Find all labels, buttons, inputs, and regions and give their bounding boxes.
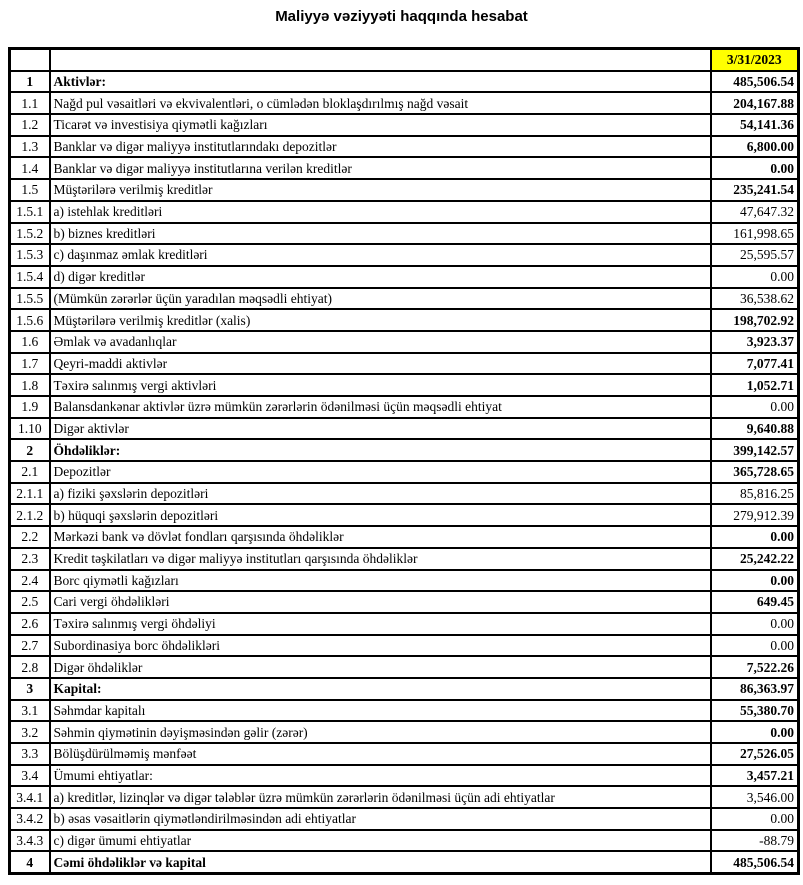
row-number: 1.5.3 [10, 244, 50, 266]
row-number: 3.4 [10, 765, 50, 787]
row-value: 0.00 [711, 808, 799, 830]
row-label: Digər öhdəliklər [50, 656, 711, 678]
row-value: 9,640.88 [711, 418, 799, 440]
row-number: 2.4 [10, 570, 50, 592]
row-number: 2.6 [10, 613, 50, 635]
row-label: Qeyri-maddi aktivlər [50, 353, 711, 375]
row-number: 2 [10, 439, 50, 461]
row-label: Təxirə salınmış vergi aktivləri [50, 374, 711, 396]
table-row [10, 92, 799, 114]
row-label: Banklar və digər maliyyə institutlarındakı depozitlər [50, 136, 711, 158]
row-number: 2.5 [10, 591, 50, 613]
row-number: 2.3 [10, 548, 50, 570]
table-header-row [10, 49, 799, 71]
row-value: 399,142.57 [711, 439, 799, 461]
row-value: -88.79 [711, 830, 799, 852]
row-label: Aktivlər: [50, 71, 711, 93]
row-number: 2.1.2 [10, 504, 50, 526]
row-number: 1.5 [10, 179, 50, 201]
row-number: 1 [10, 71, 50, 93]
row-value: 235,241.54 [711, 179, 799, 201]
row-value: 0.00 [711, 396, 799, 418]
row-number: 1.3 [10, 136, 50, 158]
row-number: 1.5.4 [10, 266, 50, 288]
row-value: 0.00 [711, 635, 799, 657]
table-row [10, 483, 799, 505]
row-value: 649.45 [711, 591, 799, 613]
table-row [10, 765, 799, 787]
row-label: Balansdankənar aktivlər üzrə mümkün zərərlərin ödənilməsi üçün məqsədli ehtiyat [50, 396, 711, 418]
table-row [10, 635, 799, 657]
row-label: Səhmin qiymətinin dəyişməsindən gəlir (zərər) [50, 721, 711, 743]
row-value: 365,728.65 [711, 461, 799, 483]
row-value: 0.00 [711, 570, 799, 592]
table-row [10, 504, 799, 526]
row-value: 27,526.05 [711, 743, 799, 765]
table-row [10, 613, 799, 635]
page-title: Maliyyə vəziyyəti haqqında hesabat [275, 8, 528, 25]
table-row [10, 418, 799, 440]
row-number: 3.4.2 [10, 808, 50, 830]
row-label: Digər aktivlər [50, 418, 711, 440]
table-row [10, 71, 799, 93]
row-label: Səhmdar kapitalı [50, 700, 711, 722]
table-row [10, 461, 799, 483]
row-number: 1.5.2 [10, 223, 50, 245]
table-row [10, 570, 799, 592]
header-empty-num-cell [10, 49, 50, 71]
row-value: 36,538.62 [711, 288, 799, 310]
row-value: 25,595.57 [711, 244, 799, 266]
row-number: 1.1 [10, 92, 50, 114]
table-row [10, 331, 799, 353]
row-label: c) daşınmaz əmlak kreditləri [50, 244, 711, 266]
row-label: d) digər kreditlər [50, 266, 711, 288]
table-row [10, 114, 799, 136]
row-number: 1.8 [10, 374, 50, 396]
row-label: Bölüşdürülməmiş mənfəət [50, 743, 711, 765]
row-number: 2.1 [10, 461, 50, 483]
row-value: 485,506.54 [711, 71, 799, 93]
table-row [10, 136, 799, 158]
financial-statement-table [8, 47, 800, 875]
row-label: Nağd pul vəsaitləri və ekvivalentləri, o cümlədən bloklaşdırılmış nağd vəsait [50, 92, 711, 114]
row-label: a) fiziki şəxslərin depozitləri [50, 483, 711, 505]
row-label: Borc qiymətli kağızları [50, 570, 711, 592]
row-value: 55,380.70 [711, 700, 799, 722]
row-label: Cari vergi öhdəlikləri [50, 591, 711, 613]
row-number: 1.4 [10, 157, 50, 179]
row-value: 279,912.39 [711, 504, 799, 526]
row-number: 1.9 [10, 396, 50, 418]
row-label: Subordinasiya borc öhdəlikləri [50, 635, 711, 657]
row-label: Müştərilərə verilmiş kreditlər (xalis) [50, 309, 711, 331]
row-label: Təxirə salınmış vergi öhdəliyi [50, 613, 711, 635]
table-row [10, 309, 799, 331]
table-row [10, 179, 799, 201]
row-number: 2.8 [10, 656, 50, 678]
table-row [10, 244, 799, 266]
row-value: 0.00 [711, 613, 799, 635]
row-number: 3.3 [10, 743, 50, 765]
table-row [10, 439, 799, 461]
table-row [10, 266, 799, 288]
row-number: 1.6 [10, 331, 50, 353]
row-label: Müştərilərə verilmiş kreditlər [50, 179, 711, 201]
table-row [10, 786, 799, 808]
table-row [10, 678, 799, 700]
row-number: 1.5.6 [10, 309, 50, 331]
row-value: 485,506.54 [711, 851, 799, 873]
row-value: 0.00 [711, 266, 799, 288]
table-row [10, 374, 799, 396]
table-row [10, 157, 799, 179]
row-number: 1.7 [10, 353, 50, 375]
row-number: 4 [10, 851, 50, 873]
row-label: Kredit təşkilatları və digər maliyyə institutları qarşısında öhdəliklər [50, 548, 711, 570]
row-label: a) istehlak kreditləri [50, 201, 711, 223]
table-row [10, 591, 799, 613]
row-value: 47,647.32 [711, 201, 799, 223]
row-value: 0.00 [711, 526, 799, 548]
row-label: b) biznes kreditləri [50, 223, 711, 245]
row-value: 85,816.25 [711, 483, 799, 505]
table-row [10, 743, 799, 765]
table-row [10, 700, 799, 722]
row-value: 25,242.22 [711, 548, 799, 570]
row-number: 1.2 [10, 114, 50, 136]
row-value: 7,522.26 [711, 656, 799, 678]
row-label: Mərkəzi bank və dövlət fondları qarşısında öhdəliklər [50, 526, 711, 548]
row-value: 6,800.00 [711, 136, 799, 158]
row-label: Cəmi öhdəliklər və kapital [50, 851, 711, 873]
row-number: 1.5.5 [10, 288, 50, 310]
row-label: Kapital: [50, 678, 711, 700]
table-row [10, 830, 799, 852]
row-value: 7,077.41 [711, 353, 799, 375]
row-label: a) kreditlər, lizinqlər və digər tələblər üzrə mümkün zərərlərin ödənilməsi üçün adi ehtiyatlar [50, 786, 711, 808]
row-label: Ticarət və investisiya qiymətli kağızları [50, 114, 711, 136]
table-row [10, 808, 799, 830]
row-value: 86,363.97 [711, 678, 799, 700]
row-value: 161,998.65 [711, 223, 799, 245]
row-number: 3.4.3 [10, 830, 50, 852]
row-number: 1.10 [10, 418, 50, 440]
row-value: 3,457.21 [711, 765, 799, 787]
table-row [10, 526, 799, 548]
table-row [10, 656, 799, 678]
table-row [10, 851, 799, 873]
row-number: 3 [10, 678, 50, 700]
row-number: 1.5.1 [10, 201, 50, 223]
row-number: 2.2 [10, 526, 50, 548]
table-row [10, 548, 799, 570]
table-row [10, 288, 799, 310]
table-row [10, 353, 799, 375]
table-row [10, 201, 799, 223]
row-value: 198,702.92 [711, 309, 799, 331]
row-label: Depozitlər [50, 461, 711, 483]
row-label: c) digər ümumi ehtiyatlar [50, 830, 711, 852]
row-label: b) hüquqi şəxslərin depozitləri [50, 504, 711, 526]
row-value: 3,923.37 [711, 331, 799, 353]
table-row [10, 396, 799, 418]
row-value: 3,546.00 [711, 786, 799, 808]
row-label: Banklar və digər maliyyə institutlarına verilən kreditlər [50, 157, 711, 179]
row-value: 0.00 [711, 721, 799, 743]
date-header-cell: 3/31/2023 [711, 49, 799, 71]
row-label: b) əsas vəsaitlərin qiymətləndirilməsindən adi ehtiyatlar [50, 808, 711, 830]
row-value: 204,167.88 [711, 92, 799, 114]
row-value: 0.00 [711, 157, 799, 179]
table-row [10, 721, 799, 743]
row-number: 2.1.1 [10, 483, 50, 505]
row-number: 3.4.1 [10, 786, 50, 808]
row-number: 2.7 [10, 635, 50, 657]
row-label: Ümumi ehtiyatlar: [50, 765, 711, 787]
row-value: 54,141.36 [711, 114, 799, 136]
header-empty-label-cell [50, 49, 711, 71]
row-label: (Mümkün zərərlər üçün yaradılan məqsədli ehtiyat) [50, 288, 711, 310]
row-number: 3.2 [10, 721, 50, 743]
row-number: 3.1 [10, 700, 50, 722]
row-value: 1,052.71 [711, 374, 799, 396]
row-label: Öhdəliklər: [50, 439, 711, 461]
row-label: Əmlak və avadanlıqlar [50, 331, 711, 353]
table-row [10, 223, 799, 245]
